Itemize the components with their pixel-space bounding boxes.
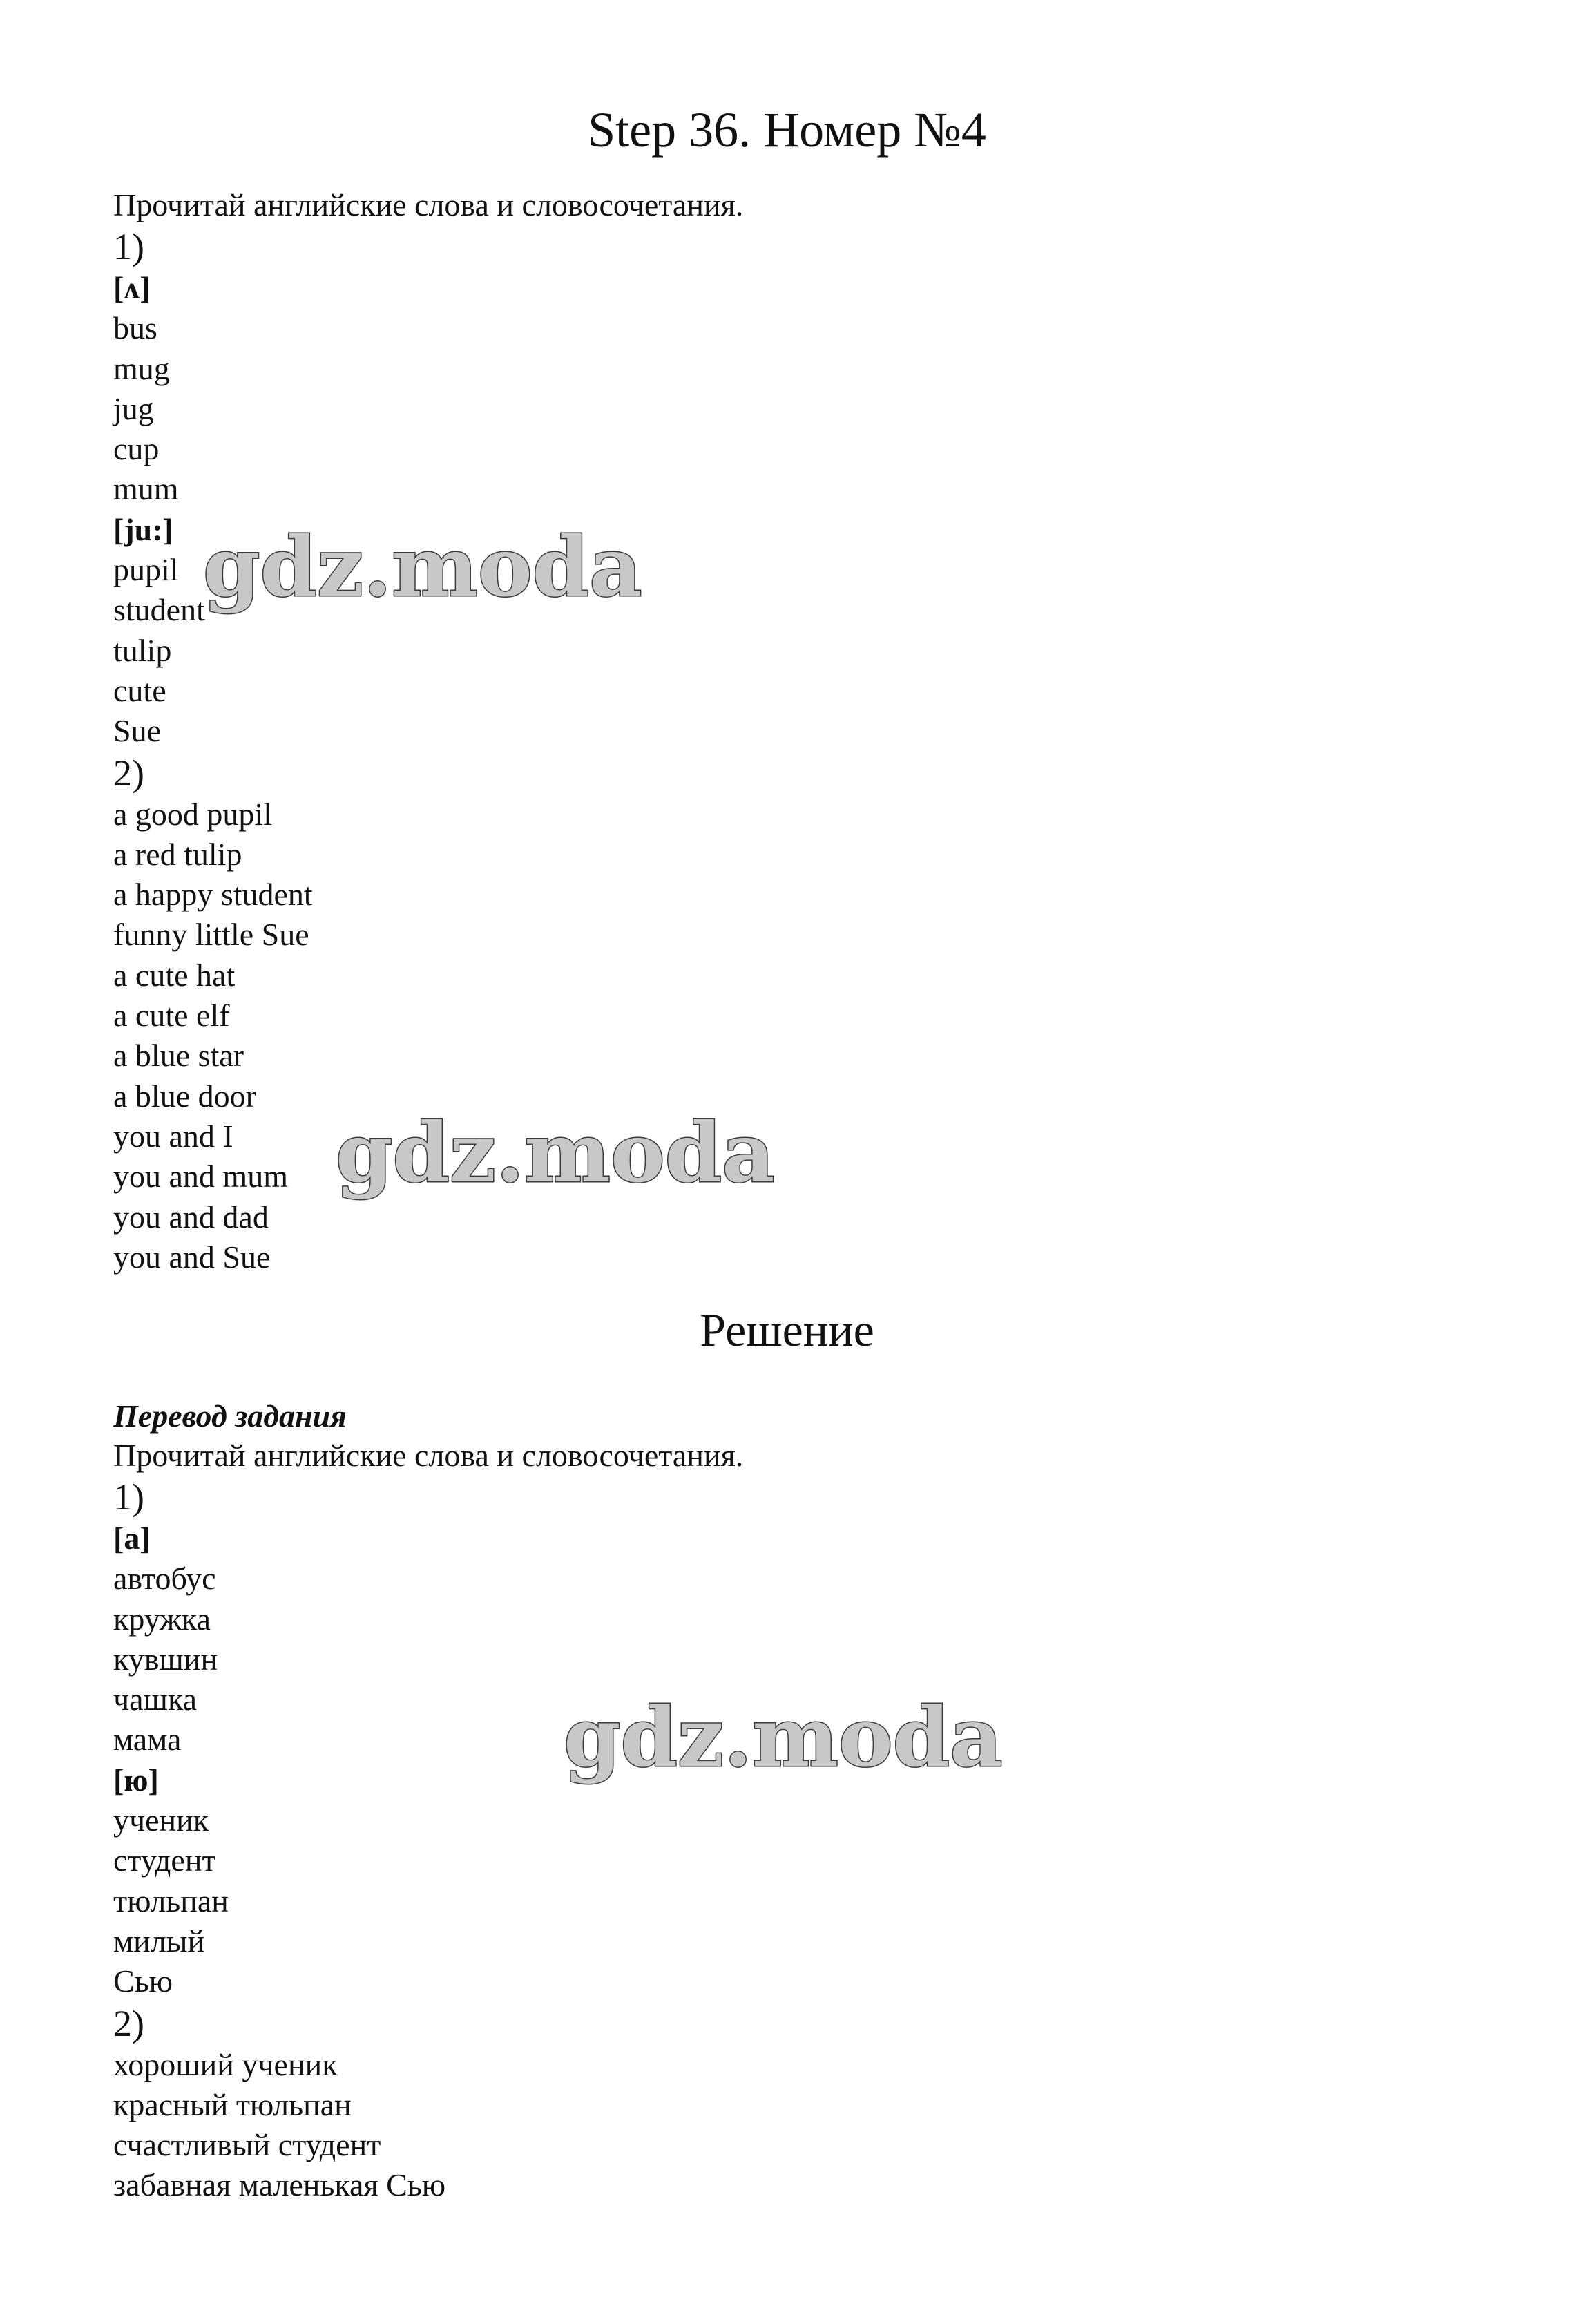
word-item: студент <box>113 1842 216 1878</box>
watermark-text: gdz.moda <box>203 519 642 615</box>
watermark-text: gdz.moda <box>336 1105 775 1201</box>
word-item: Sue <box>113 713 161 749</box>
word-item: милый <box>113 1923 205 1959</box>
word-item: mum <box>113 471 179 507</box>
word-item: cute <box>113 672 166 708</box>
word-item: кружка <box>113 1601 211 1637</box>
watermark-logo <box>333 1104 816 1201</box>
phrase-item: a cute hat <box>113 957 236 993</box>
watermark-graphic <box>200 518 684 615</box>
task-word-list <box>113 225 313 1277</box>
word-item: чашка <box>113 1682 198 1717</box>
phrase-item: a cute elf <box>113 998 230 1034</box>
phonetic-header: [ю] <box>113 1762 159 1798</box>
phrase-item: funny little Sue <box>113 917 309 953</box>
solution-word-list <box>113 1476 445 2206</box>
word-item: автобус <box>113 1561 216 1597</box>
page-title: Step 36. Номер №4 <box>588 102 986 158</box>
part1-label: 1) <box>113 226 144 267</box>
phrase-item: a blue star <box>113 1038 244 1074</box>
phrase-item: you and I <box>113 1118 233 1154</box>
word-item: ученик <box>113 1802 209 1838</box>
phrase-item: забавная маленькая Сью <box>113 2167 446 2203</box>
watermark-logo <box>200 518 684 615</box>
part2-label: 2) <box>113 752 144 794</box>
word-item: тюльпан <box>113 1883 229 1918</box>
phrase-item: счастливый студент <box>113 2127 381 2163</box>
phrase-item: хороший ученик <box>113 2046 338 2082</box>
translation-heading: Перевод задания <box>113 1398 347 1434</box>
phrase-item: a happy student <box>113 877 313 913</box>
word-item: cup <box>113 431 160 467</box>
word-item: jug <box>113 390 154 426</box>
phonetic-header: [ʌ] <box>113 270 151 305</box>
word-item: Сью <box>113 1963 173 1999</box>
phrase-item: you and dad <box>113 1199 269 1235</box>
phrase-item: красный тюльпан <box>113 2086 352 2122</box>
phonetic-header: [ju:] <box>113 511 173 547</box>
word-item: bus <box>113 310 157 346</box>
word-item: student <box>113 592 205 628</box>
solution-title: Решение <box>700 1304 874 1356</box>
word-item: мама <box>113 1722 182 1758</box>
part1-label: 1) <box>113 1476 144 1518</box>
phonetic-header: [а] <box>113 1521 151 1556</box>
phrase-item: a good pupil <box>113 796 272 832</box>
phrase-item: a blue door <box>113 1078 256 1114</box>
word-item: pupil <box>113 552 179 588</box>
phrase-item: you and Sue <box>113 1239 271 1275</box>
word-item: кувшин <box>113 1641 218 1677</box>
phrase-item: you and mum <box>113 1159 288 1194</box>
watermark-text: gdz.moda <box>564 1689 1003 1785</box>
watermark-graphic <box>333 1104 816 1201</box>
part2-label: 2) <box>113 2002 144 2044</box>
watermark-graphic <box>561 1688 1044 1785</box>
watermark-logo <box>561 1688 1044 1785</box>
word-item: tulip <box>113 632 172 668</box>
phrase-item: a red tulip <box>113 836 242 872</box>
word-item: mug <box>113 350 170 386</box>
task-instruction: Прочитай английские слова и словосочетания. <box>113 187 744 222</box>
solution-instruction: Прочитай английские слова и словосочетания. <box>113 1438 744 1473</box>
